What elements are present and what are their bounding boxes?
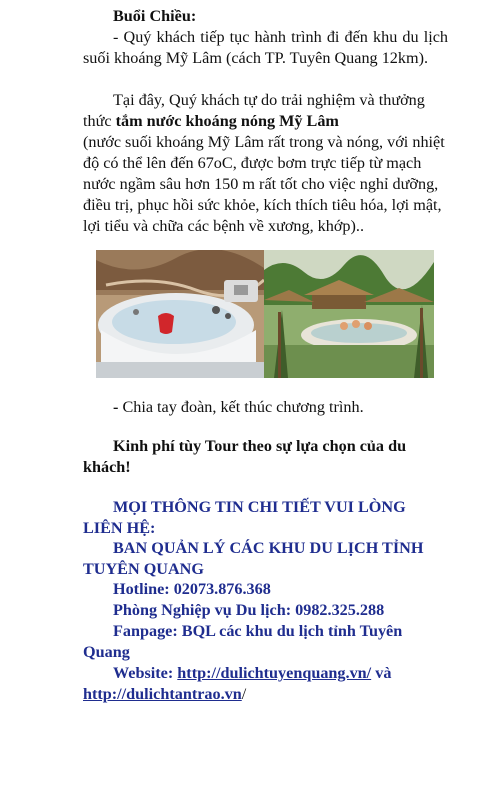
hotline: Hotline: 02073.876.368 (113, 580, 271, 598)
afternoon-paragraph-2-text: Tại đây, Quý khách tự do trải nghiệm và thưởng thức (83, 91, 425, 130)
farewell-dash: - (113, 398, 119, 416)
website-label: Website: (113, 664, 178, 682)
tourism-office-phone: Phòng Nghiệp vụ Du lịch: 0982.325.288 (113, 601, 385, 619)
management-board-name: BAN QUẢN LÝ CÁC KHU DU LỊCH TỈNH TUYÊN QUANG (83, 539, 424, 578)
website-trailing-slash: / (241, 685, 247, 703)
afternoon-paragraph-2 (83, 90, 448, 132)
hot-spring-illustration (264, 250, 434, 378)
afternoon-heading: Buổi Chiều: (113, 7, 197, 25)
jacuzzi-illustration (96, 250, 264, 378)
hot-spring-highlight: tắm nước khoáng nóng Mỹ Lâm (115, 112, 339, 130)
farewell-text: Chia tay đoàn, kết thúc chương trình. (118, 398, 364, 416)
website-link-dulichtantrao[interactable]: http://dulichtantrao.vn (83, 685, 242, 703)
afternoon-paragraph-1: - Quý khách tiếp tục hành trình đi đến khu du lịch suối khoáng Mỹ Lâm (cách TP. Tuyên Quang 12km). (83, 28, 448, 67)
website-link-dulichtuyenquang[interactable]: http://dulichtuyenquang.vn/ (177, 664, 372, 682)
cost-note: Kinh phí tùy Tour theo sự lựa chọn của du khách! (83, 437, 407, 476)
hot-spring-pool-photo (264, 250, 434, 378)
afternoon-paragraph-3: (nước suối khoáng Mỹ Lâm rất trong và nóng, với nhiệt độ có thể lên đến 67oC, được bơm trực tiếp từ mạch nước ngầm sâu hơn 150 m rất tốt cho việc nghỉ dưỡng, điều trị, phục hồi sức khỏe, kích thích tiêu hóa, lợi mật, lợi tiểu và chữa các bệnh về xương, khớp).. (83, 133, 445, 235)
jacuzzi-photo (96, 250, 264, 378)
contact-heading: MỌI THÔNG TIN CHI TIẾT VUI LÒNG LIÊN HỆ: (83, 498, 406, 537)
photo-strip (96, 250, 434, 378)
farewell-line (83, 397, 448, 418)
fanpage: Fanpage: BQL các khu du lịch tỉnh Tuyên Quang (83, 622, 403, 661)
website-and: và (371, 664, 392, 682)
website-line (83, 663, 448, 705)
